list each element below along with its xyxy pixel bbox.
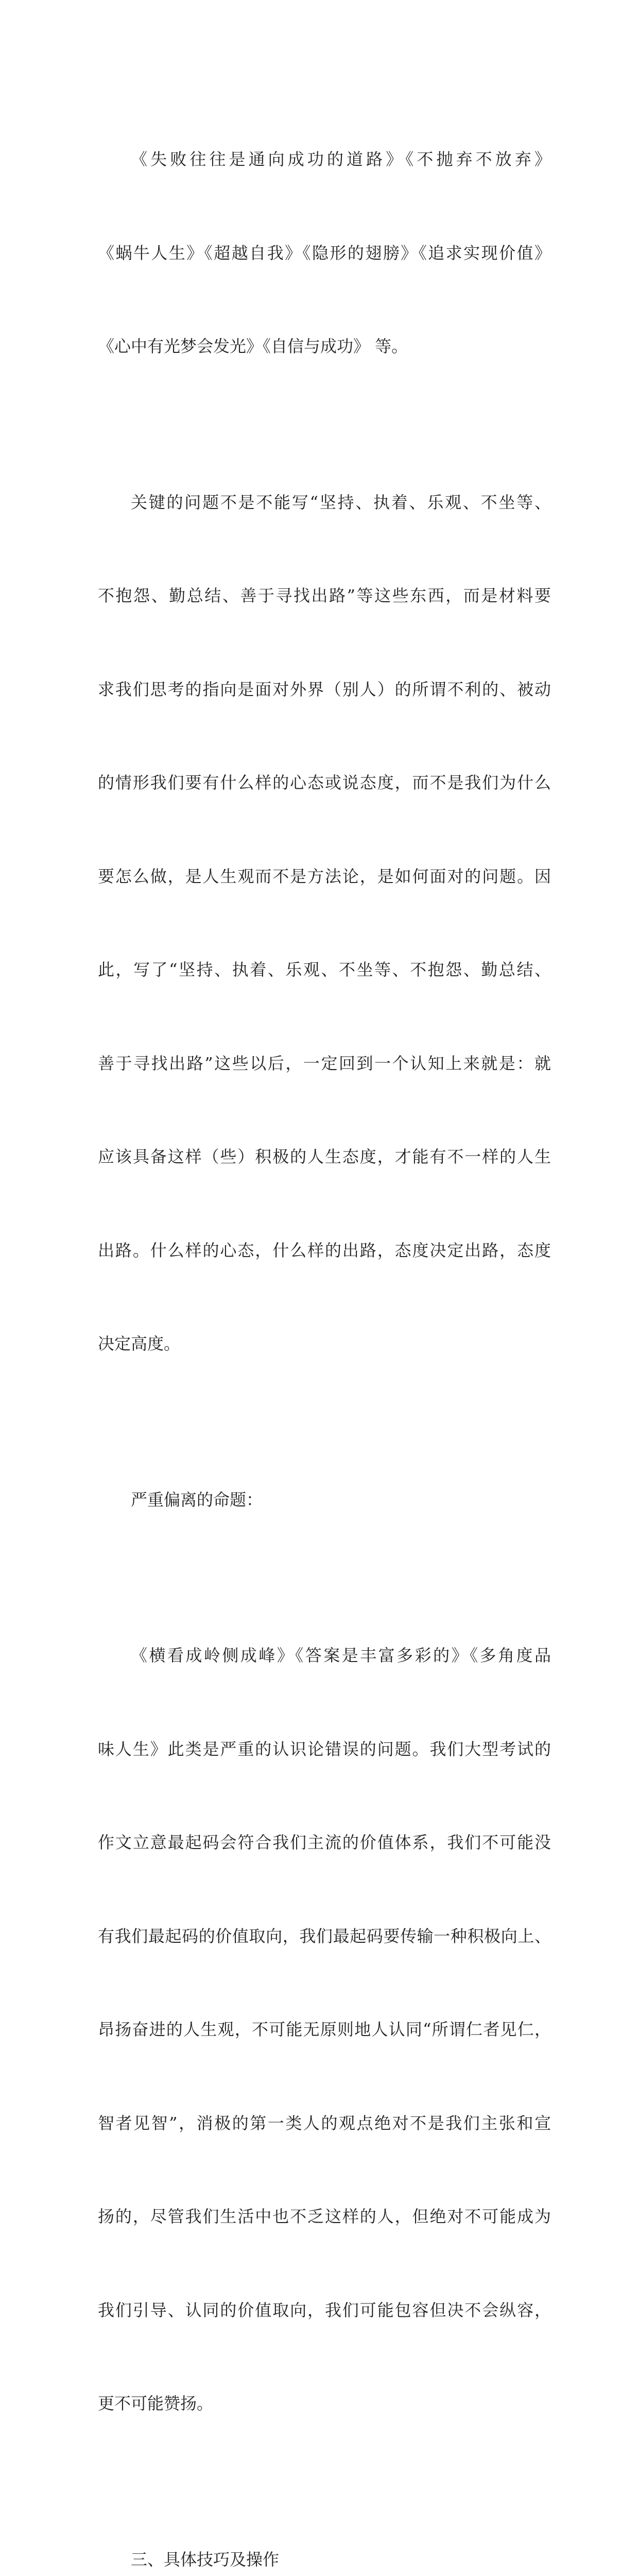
paragraph-section-three-heading (98, 2482, 551, 2576)
text-line: 关键的问题不是不能写“坚持、执着、乐观、不坐等、 (98, 487, 551, 518)
text-line: 决定高度。 (98, 1328, 551, 1360)
text-line: 应该具备这样（些）积极的人生态度，才能有不一样的人生 (98, 1141, 551, 1173)
text-line: 昂扬奋进的人生观，不可能无原则地人认同“所谓仁者见仁， (98, 2014, 551, 2045)
text-line: 更不可能赞扬。 (98, 2388, 551, 2419)
paragraph-deviation-body (98, 1578, 551, 2482)
text-line: 《心中有光梦会发光》《自信与成功》 等。 (98, 331, 551, 362)
text-line: 的情形我们要有什么样的心态或说态度，而不是我们为什么 (98, 767, 551, 799)
text-line: 此，写了“坚持、执着、乐观、不坐等、不抱怨、勤总结、 (98, 954, 551, 986)
text-line: 《失败往往是通向成功的道路》《不抛弃不放弃》 (98, 144, 551, 175)
text-line: 求我们思考的指向是面对外界（别人）的所谓不利的、被动 (98, 674, 551, 705)
section-heading: 三、具体技巧及操作 (98, 2544, 551, 2575)
paragraph-deviation-heading (98, 1422, 551, 1578)
text-line: 《横看成岭侧成峰》《答案是丰富多彩的》《多角度品 (98, 1640, 551, 1671)
document-page (0, 0, 639, 904)
text-line: 要怎么做，是人生观而不是方法论，是如何面对的问题。因 (98, 861, 551, 892)
text-line: 有我们最起码的价值取向，我们最起码要传输一种积极向上、 (98, 1921, 551, 1952)
paragraph-examples-list (98, 81, 551, 425)
text-line: 作文立意最起码会符合我们主流的价值体系，我们不可能没 (98, 1827, 551, 1858)
text-line: 出路。什么样的心态，什么样的出路，态度决定出路，态度 (98, 1235, 551, 1266)
text-line: 《蜗牛人生》《超越自我》《隐形的翅膀》《追求实现价值》 (98, 238, 551, 269)
document-body (98, 81, 551, 2576)
text-line: 不抱怨、勤总结、善于寻找出路”等这些东西，而是材料要 (98, 580, 551, 612)
text-line: 扬的，尽管我们生活中也不乏这样的人，但绝对不可能成为 (98, 2201, 551, 2232)
paragraph-key-issue (98, 425, 551, 1422)
text-line: 智者见智”，消极的第一类人的观点绝对不是我们主张和宣 (98, 2108, 551, 2139)
text-line: 严重偏离的命题： (98, 1484, 551, 1516)
text-line: 我们引导、认同的价值取向，我们可能包容但决不会纵容， (98, 2295, 551, 2326)
text-line: 味人生》此类是严重的认识论错误的问题。我们大型考试的 (98, 1734, 551, 1765)
text-line: 善于寻找出路”这些以后，一定回到一个认知上来就是：就 (98, 1048, 551, 1079)
